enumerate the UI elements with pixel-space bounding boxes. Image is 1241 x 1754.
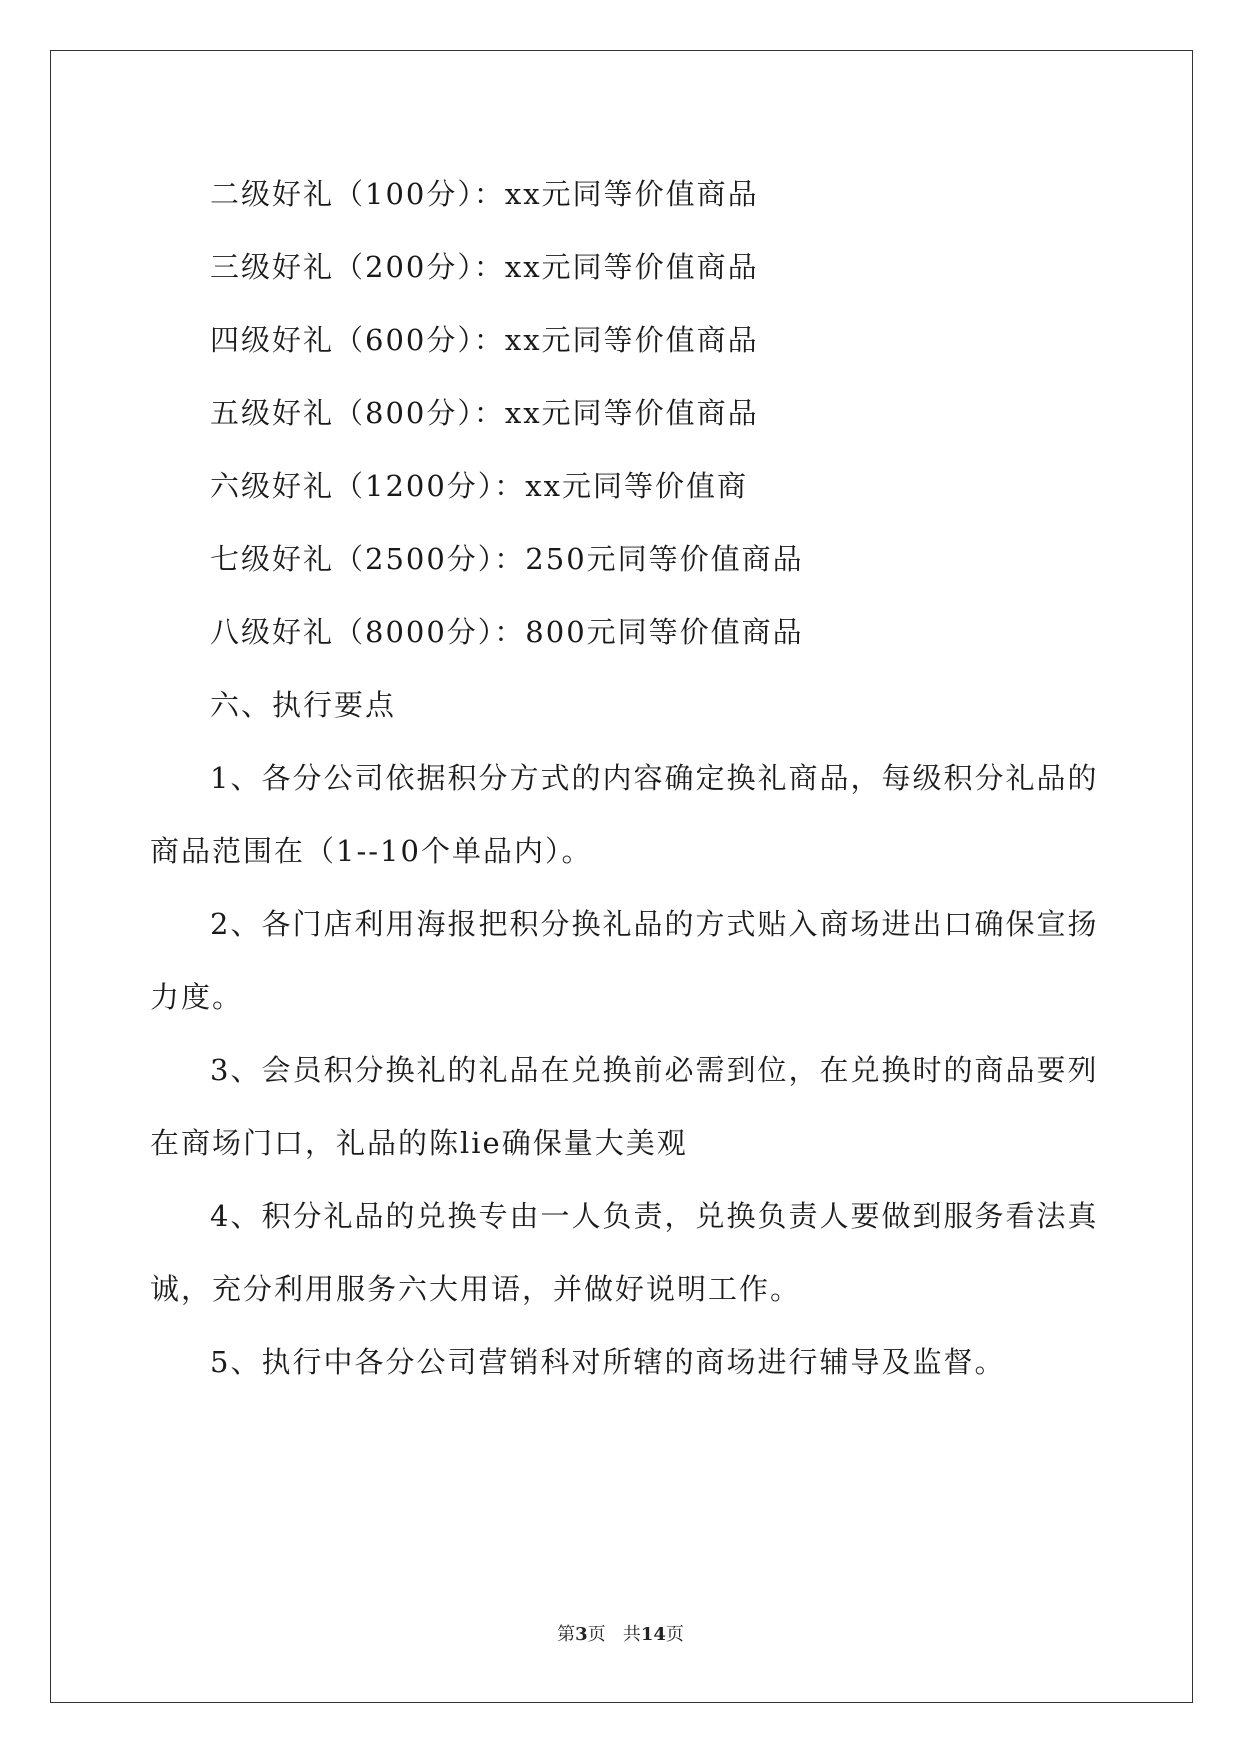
paragraph-line: 八级好礼（8000分）：800元同等价值商品 <box>210 615 804 649</box>
page-footer <box>0 1620 1241 1646</box>
paragraph-line: 七级好礼（2500分）：250元同等价值商品 <box>210 542 804 576</box>
paragraph-line: 5、执行中各分公司营销科对所辖的商场进行辅导及监督。 <box>210 1345 1006 1379</box>
paragraph-line: 二级好礼（100分）：xx元同等价值商品 <box>210 177 759 211</box>
paragraph-line: 五级好礼（800分）：xx元同等价值商品 <box>210 396 759 430</box>
footer-page-suffix: 页 <box>587 1624 606 1645</box>
footer-total-prefix: 共 <box>622 1624 641 1645</box>
paragraph-line: 三级好礼（200分）：xx元同等价值商品 <box>210 250 759 284</box>
paragraph-line: 诚，充分利用服务六大用语，并做好说明工作。 <box>150 1272 802 1306</box>
paragraph-line: 商品范围在（1--10个单品内）。 <box>150 834 593 868</box>
footer-total-suffix: 页 <box>665 1624 684 1645</box>
paragraph-line: 3、会员积分换礼的礼品在兑换前必需到位，在兑换时的商品要列 <box>210 1053 1099 1087</box>
footer-page-number: 3 <box>575 1624 588 1645</box>
paragraph-line: 4、积分礼品的兑换专由一人负责，兑换负责人要做到服务看法真 <box>210 1199 1099 1233</box>
paragraph-line: 力度。 <box>150 980 244 1014</box>
page-border <box>50 50 1193 1703</box>
paragraph-line: 四级好礼（600分）：xx元同等价值商品 <box>210 323 759 357</box>
paragraph-line: 1、各分公司依据积分方式的内容确定换礼商品，每级积分礼品的 <box>210 761 1099 795</box>
paragraph-line: 2、各门店利用海报把积分换礼品的方式贴入商场进出口确保宣扬 <box>210 907 1099 941</box>
section-heading: 六、执行要点 <box>210 688 397 722</box>
paragraph-line: 六级好礼（1200分）：xx元同等价值商 <box>210 469 749 503</box>
footer-page-prefix: 第 <box>557 1624 576 1645</box>
paragraph-line: 在商场门口，礼品的陈lie确保量大美观 <box>150 1126 688 1160</box>
footer-total-pages: 14 <box>640 1624 666 1645</box>
